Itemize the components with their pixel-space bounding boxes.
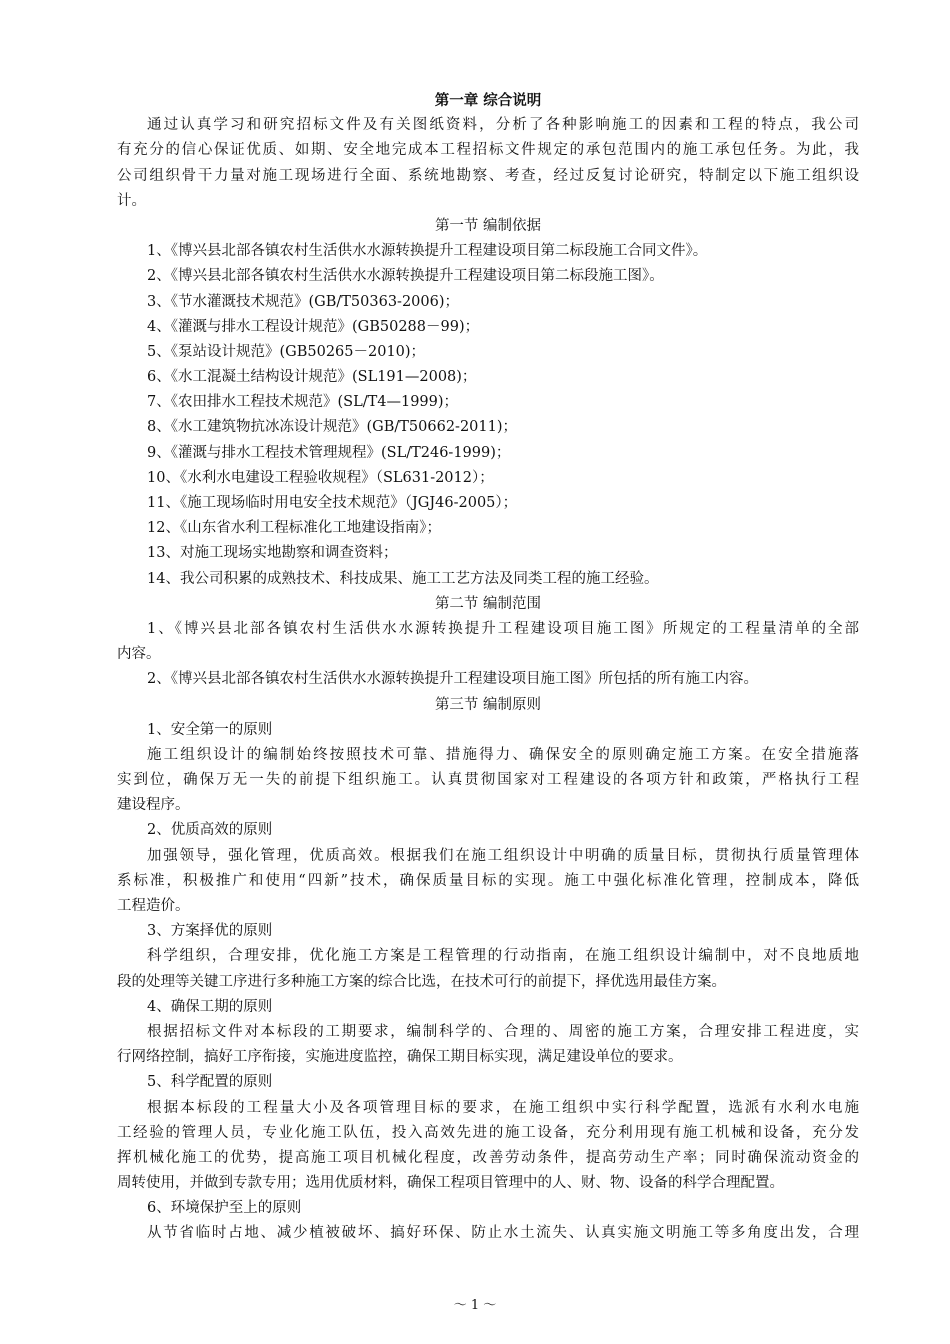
principle-text: 周转使用，并做到专款专用；选用优质材料，确保工程项目管理中的人、财、物、设备的科学合理配置。 [117,1175,784,1192]
page-number: ～ 1 ～ [453,1298,497,1313]
principle-text: 挥机械化施工的优势，提高施工项目机械化程度，改善劳动条件，提高劳动生产率；同时确保流动资金的 [117,1149,859,1166]
section-title: 第二节 编制范围 [434,595,542,612]
principle-text: 建设程序。 [117,797,190,814]
section-title: 第三节 编制原则 [434,696,542,713]
principle-text: 系标准，积极推广和使用“四新”技术，确保质量目标的实现。施工中强化标准化管理，控制成本，降低 [117,872,859,889]
principle-text: 工程造价。 [117,898,190,914]
section-title: 第一节 编制依据 [434,217,542,234]
basis-item: 2、《博兴县北部各镇农村生活供水水源转换提升工程建设项目第二标段施工图》。 [147,268,664,285]
basis-item: 14、我公司积累的成熟技术、科技成果、施工工艺方法及同类工程的施工经验。 [147,570,659,587]
principle-text: 段的处理等关键工序进行多种施工方案的综合比选，在技术可行的前提下，择优选用最佳方案。 [117,973,726,990]
basis-item: 11、《施工现场临时用电安全技术规范》（JGJ46-2005）； [147,495,518,511]
scope-item: 2、《博兴县北部各镇农村生活供水水源转换提升工程建设项目施工图》所包括的所有施工内容。 [147,671,758,688]
principle-title: 1、安全第一的原则 [147,721,273,738]
basis-item: 13、对施工现场实地勘察和调查资料； [147,545,398,562]
basis-item: 3、《节水灌溉技术规范》(GB/T50363-2006)； [147,293,460,310]
basis-item: 9、《灌溉与排水工程技术管理规程》(SL/T246-1999)； [147,444,511,461]
principle-text: 工经验的管理人员，专业化施工队伍，投入高效先进的施工设备，充分利用现有施工机械和设备，充分发 [117,1124,859,1141]
basis-item: 10、《水利水电建设工程验收规程》（SL631-2012）； [147,469,494,486]
basis-item: 5、《泵站设计规范》(GB50265－2010)； [147,343,426,360]
intro-line: 通过认真学习和研究招标文件及有关图纸资料，分析了各种影响施工的因素和工程的特点，我公司 [147,117,859,134]
principle-text: 根据招标文件对本标段的工期要求，编制科学的、合理的、周密的施工方案，合理安排工程进度，实 [147,1023,859,1040]
principle-text: 从节省临时占地、减少植被破坏、搞好环保、防止水土流失、认真实施文明施工等多角度出发，合理 [147,1225,859,1242]
principle-text: 行网络控制，搞好工序衔接，实施进度监控，确保工期目标实现，满足建设单位的要求。 [117,1049,683,1066]
intro-line: 计。 [117,192,146,209]
document-body [117,88,859,1247]
principle-title: 3、方案择优的原则 [147,923,273,940]
principle-title: 2、优质高效的原则 [147,822,273,839]
intro-line: 公司组织骨干力量对施工现场进行全面、系统地勘察、考查，经过反复讨论研究，特制定以下施工组织设 [117,167,859,184]
basis-item: 1、《博兴县北部各镇农村生活供水水源转换提升工程建设项目第二标段施工合同文件》。 [147,243,708,260]
basis-item: 6、《水工混凝土结构设计规范》(SL191—2008)； [147,369,477,386]
scope-item-continued: 内容。 [117,646,161,663]
basis-item: 4、《灌溉与排水工程设计规范》(GB50288－99)； [147,318,480,335]
principle-text: 施工组织设计的编制始终按照技术可靠、措施得力、确保安全的原则确定施工方案。在安全措施落 [147,746,859,763]
principle-text: 实到位，确保万无一失的前提下组织施工。认真贯彻国家对工程建设的各项方针和政策，严格执行工程 [117,772,859,789]
principle-title: 4、确保工期的原则 [147,998,273,1015]
chapter-title: 第一章 综合说明 [434,92,542,109]
principle-text: 根据本标段的工程量大小及各项管理目标的要求，在施工组织中实行科学配置，选派有水利水电施 [147,1099,859,1116]
basis-item: 7、《农田排水工程技术规范》(SL/T4—1999)； [147,394,459,411]
principle-text: 科学组织，合理安排，优化施工方案是工程管理的行动指南，在施工组织设计编制中，对不良地质地 [147,948,859,965]
principle-text: 加强领导，强化管理，优质高效。根据我们在施工组织设计中明确的质量目标，贯彻执行质量管理体 [147,847,859,864]
principle-title: 5、科学配置的原则 [147,1074,273,1091]
basis-item: 8、《水工建筑物抗冰冻设计规范》(GB/T50662-2011)； [147,419,518,436]
basis-item: 12、《山东省水利工程标准化工地建设指南》； [147,520,441,537]
principle-title: 6、环境保护至上的原则 [147,1200,302,1217]
scope-item: 1、《博兴县北部各镇农村生活供水水源转换提升工程建设项目施工图》所规定的工程量清单的全部 [147,620,859,637]
intro-line: 有充分的信心保证优质、如期、安全地完成本工程招标文件规定的承包范围内的施工承包任务。为此，我 [117,142,859,159]
